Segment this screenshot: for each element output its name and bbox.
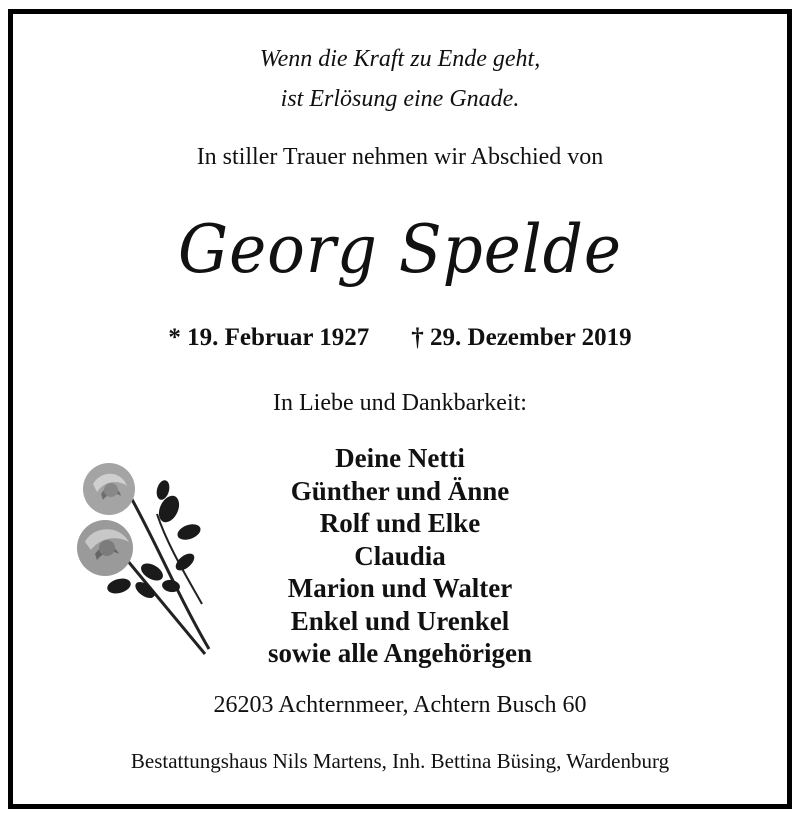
funeral-home: Bestattungshaus Nils Martens, Inh. Bettina Büsing, Wardenburg (130, 749, 670, 773)
mourner-line: Günther und Änne (290, 475, 510, 506)
address: 26203 Achternmeer, Achtern Busch 60 (213, 692, 587, 718)
intro-text: In stiller Trauer nehmen wir Abschied von (196, 144, 604, 170)
quote-line-1: Wenn die Kraft zu Ende geht, (259, 46, 541, 72)
quote-line-2: ist Erlösung eine Gnade. (280, 86, 520, 112)
mourner-line: Enkel und Urenkel (290, 605, 510, 636)
mourner-line: Marion und Walter (287, 573, 513, 603)
deceased-name: Georg Spelde (178, 211, 622, 288)
mourner-line: Deine Netti (335, 443, 465, 473)
birth-date: * 19. Februar 1927 (168, 324, 370, 351)
death-date: † 29. Dezember 2019 (411, 324, 632, 351)
mourner-line: Rolf und Elke (319, 508, 481, 538)
mourner-line: sowie alle Angehörigen (268, 638, 532, 668)
mourner-line: Claudia (354, 540, 446, 571)
mourners-list (13, 442, 787, 670)
closing-intro: In Liebe und Dankbarkeit: (273, 390, 527, 416)
obituary-notice (8, 9, 792, 809)
life-dates (13, 324, 787, 352)
